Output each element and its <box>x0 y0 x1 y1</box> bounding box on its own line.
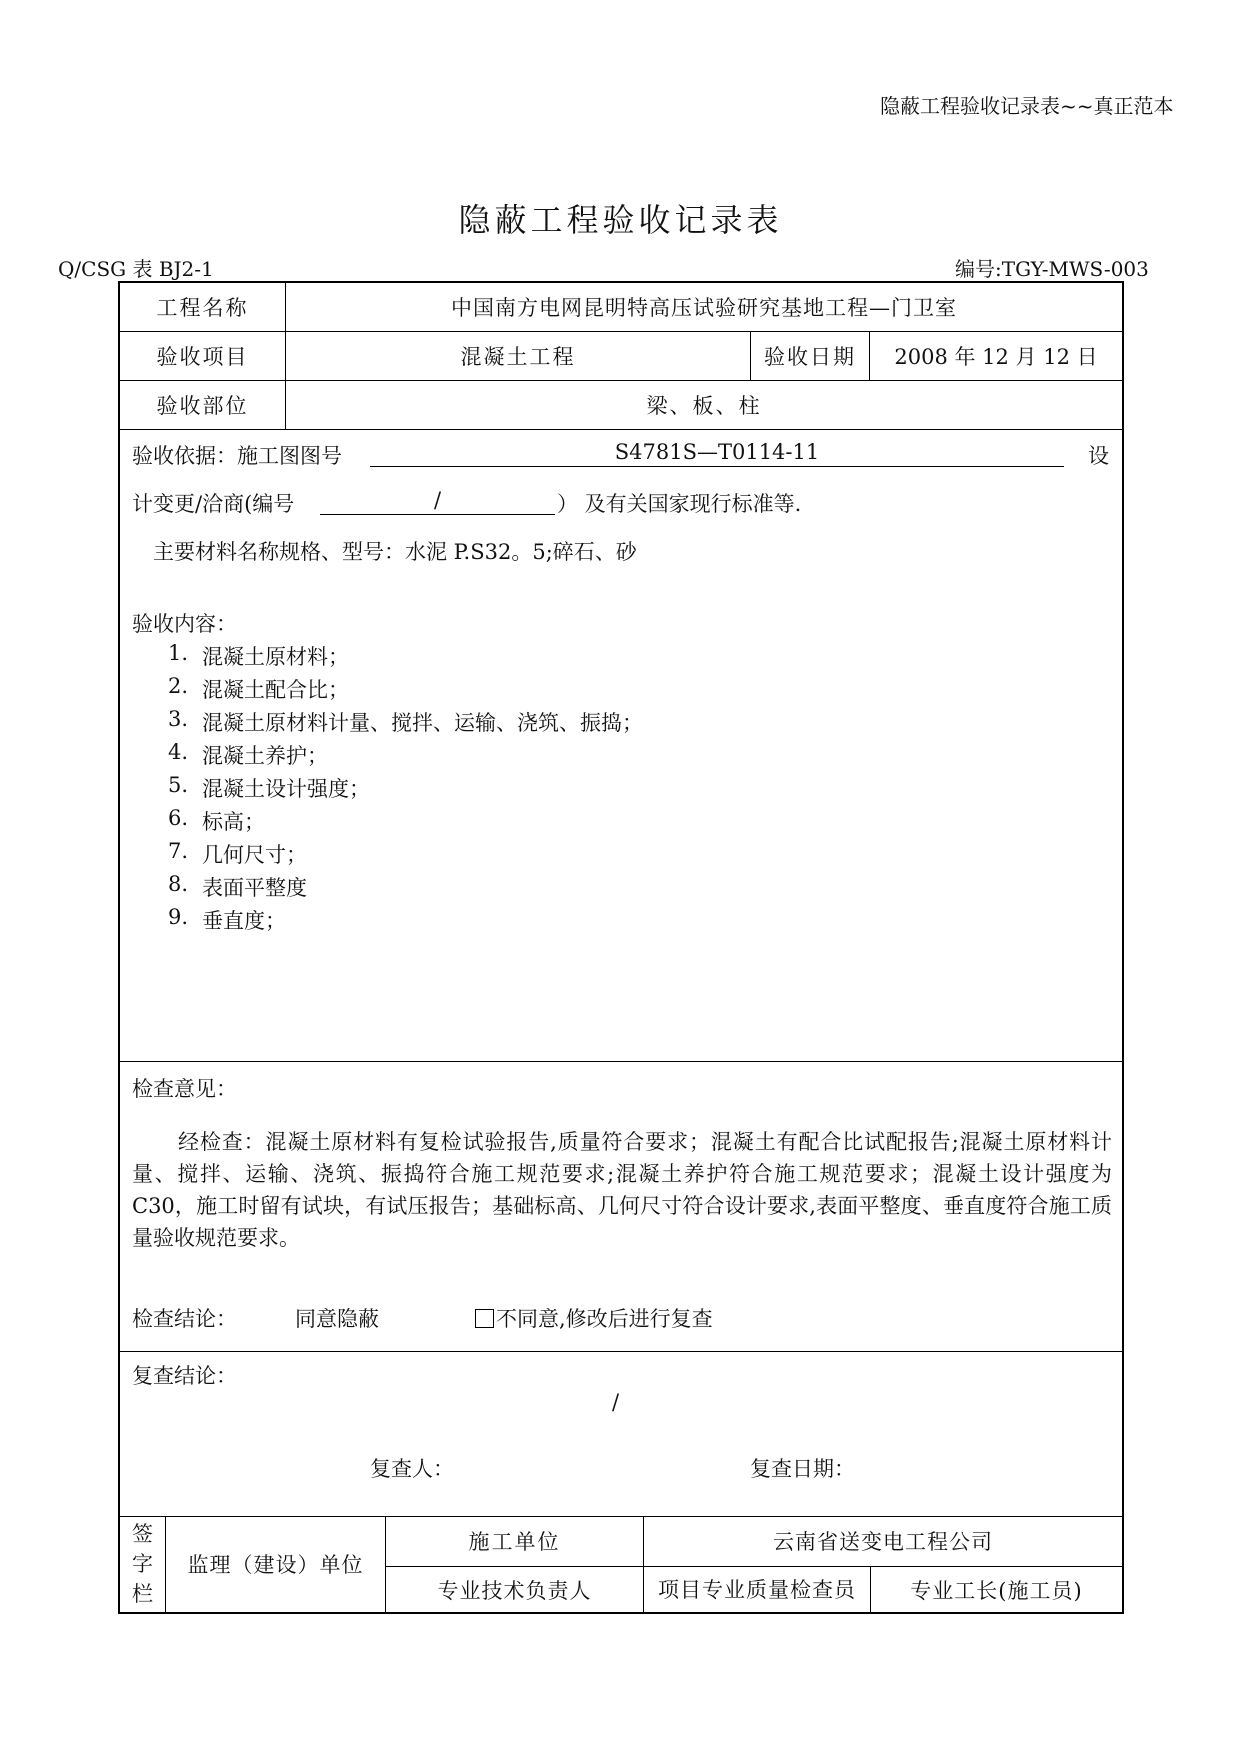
contractor-label: 施工单位 <box>468 1530 561 1554</box>
content-item-text: 混凝土养护； <box>202 744 328 768</box>
recheck-label: 复查结论： <box>132 1364 237 1388</box>
date-value: 2008 年 12 月 12 日 <box>894 344 1098 369</box>
disagree-text: 不同意,修改后进行复查 <box>496 1307 713 1331</box>
foreman-cell: 专业工长(施工员) <box>910 1578 1083 1603</box>
disagree-checkbox[interactable] <box>475 1309 494 1328</box>
content-item-text: 混凝土配合比； <box>202 678 349 702</box>
content-item-text: 混凝土设计强度； <box>202 777 370 801</box>
basis-suffix: 设 <box>1088 444 1109 468</box>
content-item-number: 1. <box>168 641 189 665</box>
project-name-value: 中国南方电网昆明特高压试验研究基地工程—门卫室 <box>451 296 957 320</box>
basis-line2-prefix: 计变更/洽商(编号 <box>132 492 295 516</box>
content-item-text: 混凝土原材料； <box>202 645 349 669</box>
content-item-text: 标高； <box>202 810 265 834</box>
form-code: Q/CSG 表 BJ2-1 <box>58 257 214 281</box>
change-number: / <box>433 488 442 512</box>
content-item-text: 几何尺寸； <box>202 843 307 867</box>
item-label: 验收项目 <box>156 344 249 369</box>
content-item-text: 表面平整度 <box>202 876 307 900</box>
inspection-opinion: 经检查：混凝土原材料有复检试验报告,质量符合要求；混凝土有配合比试配报告;混凝土原材料计量、搅拌、运输、浇筑、振捣符合施工规范要求;混凝土养护符合施工规范要求；混凝土设计强度为 C30，施工时留有试块，有试压报告；基础标高、几何尺寸符合设计要求,表面平整度、垂直度符合施工质量验收规范要求。 <box>132 1130 1112 1250</box>
basis-prefix: 验收依据：施工图图号 <box>132 444 342 468</box>
conclusion-label: 检查结论： <box>132 1307 237 1331</box>
content-item-number: 9. <box>168 905 189 929</box>
inspection-label: 检查意见： <box>132 1077 237 1101</box>
side-char-2: 字 <box>132 1552 153 1576</box>
header-note: 隐蔽工程验收记录表~~真正范本 <box>880 94 1174 118</box>
inspection-form <box>118 281 1124 1614</box>
tech-lead-cell: 专业技术负责人 <box>437 1578 592 1603</box>
content-item-number: 7. <box>168 839 189 863</box>
drawing-number: S4781S—T0114-11 <box>614 440 820 464</box>
recheck-value: / <box>612 1390 620 1414</box>
content-item-number: 5. <box>168 773 189 797</box>
content-item-number: 6. <box>168 806 189 830</box>
agree-option: 同意隐蔽 <box>295 1307 379 1331</box>
item-value: 混凝土工程 <box>460 344 576 369</box>
side-char-3: 栏 <box>132 1582 153 1606</box>
disagree-option[interactable] <box>475 1303 713 1333</box>
contractor-value: 云南省送变电工程公司 <box>773 1530 993 1554</box>
doc-number: 编号:TGY-MWS-003 <box>955 257 1149 281</box>
recheck-person-label: 复查人： <box>370 1457 454 1481</box>
content-item-number: 2. <box>168 674 189 698</box>
content-item-number: 4. <box>168 740 189 764</box>
basis-line2-suffix: ） 及有关国家现行标准等. <box>557 492 802 516</box>
supervisor-cell: 监理（建设）单位 <box>187 1553 364 1577</box>
content-item-number: 3. <box>168 707 189 731</box>
quality-inspector-cell: 项目专业质量检查员 <box>658 1577 856 1602</box>
content-item-number: 8. <box>168 872 189 896</box>
part-value: 梁、板、柱 <box>646 393 762 418</box>
content-item-text: 垂直度； <box>202 909 286 933</box>
content-item-text: 混凝土原材料计量、搅拌、运输、浇筑、振捣； <box>202 711 643 735</box>
content-label: 验收内容： <box>132 612 237 636</box>
date-label: 验收日期 <box>764 344 856 369</box>
recheck-date-label: 复查日期： <box>750 1457 855 1481</box>
project-name-label: 工程名称 <box>156 296 249 320</box>
page-title: 隐蔽工程验收记录表 <box>458 201 783 239</box>
materials: 主要材料名称规格、型号：水泥 P.S32。5;碎石、砂 <box>153 540 637 564</box>
part-label: 验收部位 <box>156 393 249 418</box>
signature-side-label <box>120 1516 165 1612</box>
side-char-1: 签 <box>132 1522 153 1546</box>
